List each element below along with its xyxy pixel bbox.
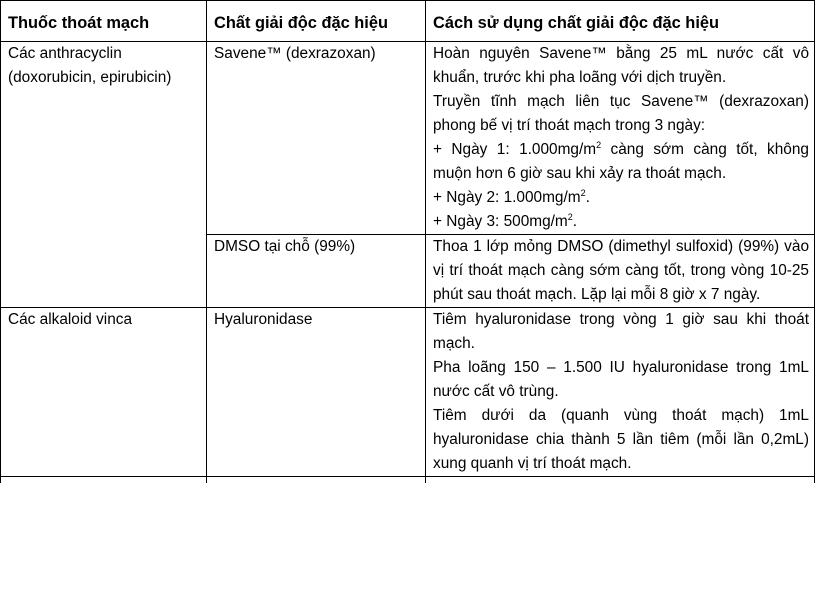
header-row <box>1 1 815 42</box>
usage-cell <box>426 42 815 235</box>
dose-day-3 <box>433 210 809 234</box>
antidote-cell: Savene™ (dexrazoxan) <box>207 42 426 235</box>
empty-cell <box>1 477 207 484</box>
usage-cell <box>426 235 815 308</box>
dose-day-1 <box>433 138 809 186</box>
dose-superscript: 2 <box>580 188 586 198</box>
dose-text: + Ngày 1: 1.000mg/m <box>433 141 597 158</box>
antidote-cell: Hyaluronidase <box>207 308 426 477</box>
header-usage: Cách sử dụng chất giải độc đặc hiệu <box>426 1 815 42</box>
dose-text: + Ngày 3: 500mg/m <box>433 213 568 230</box>
drug-cell: Các alkaloid vinca <box>1 308 207 477</box>
dose-text: . <box>572 213 578 230</box>
usage-paragraph: Hoàn nguyên Savene™ bằng 25 mL nước cất vô khuẩn, trước khi pha loãng với dịch truyền. <box>433 45 809 86</box>
empty-cell <box>426 477 815 484</box>
antidote-cell: DMSO tại chỗ (99%) <box>207 235 426 308</box>
usage-paragraph: Tiêm dưới da (quanh vùng thoát mạch) 1mL hyaluronidase chia thành 5 lần tiêm (mỗi lần 0,2mL) xung quanh vị trí thoát mạch. <box>433 407 809 472</box>
usage-paragraph: Pha loãng 150 – 1.500 IU hyaluronidase trong 1mL nước cất vô trùng. <box>433 359 809 400</box>
dose-text: + Ngày 2: 1.000mg/m <box>433 189 581 206</box>
table-row-cut-off <box>1 477 815 484</box>
usage-cell <box>426 308 815 477</box>
dose-superscript: 2 <box>567 212 573 222</box>
header-drug: Thuốc thoát mạch <box>1 1 207 42</box>
dose-text: . <box>585 189 590 206</box>
header-antidote: Chất giải độc đặc hiệu <box>207 1 426 42</box>
table-row <box>1 308 815 477</box>
usage-paragraph: Tiêm hyaluronidase trong vòng 1 giờ sau khi thoát mạch. <box>433 311 809 352</box>
usage-paragraph: Thoa 1 lớp mỏng DMSO (dimethyl sulfoxid) (99%) vào vị trí thoát mạch càng sớm càng tốt, trong vòng 10-25 phút sau thoát mạch. Lặp lại mỗi 8 giờ x 7 ngày. <box>433 238 809 303</box>
dose-superscript: 2 <box>596 140 602 150</box>
dose-text: càng sớm càng tốt, không muộn hơn 6 giờ sau khi xảy ra thoát mạch. <box>433 141 809 182</box>
drug-cell: Các anthracyclin (doxorubicin, epirubicin) <box>1 42 207 308</box>
empty-cell <box>207 477 426 484</box>
table-row <box>1 42 815 235</box>
dose-day-2 <box>433 186 809 210</box>
usage-paragraph: Truyền tĩnh mạch liên tục Savene™ (dexrazoxan) phong bế vị trí thoát mạch trong 3 ngày: <box>433 93 809 134</box>
